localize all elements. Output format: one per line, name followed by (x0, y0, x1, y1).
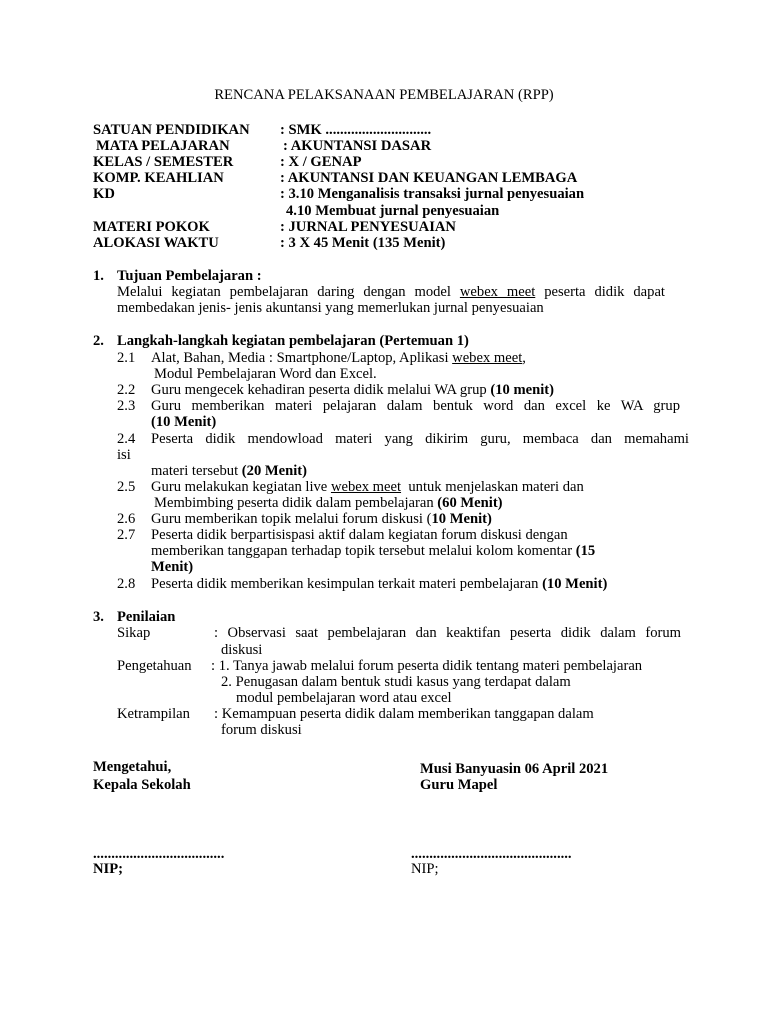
ketrampilan-value-2: forum diskusi (221, 722, 302, 738)
step-2-7-number: 2.7 (117, 527, 136, 543)
webex-meet-link[interactable]: webex meet (330, 479, 402, 495)
signature-right-nip: NIP; (411, 861, 439, 877)
mapel-value: : AKUNTANSI DASAR (283, 138, 432, 154)
pengetahuan-label: Pengetahuan (117, 658, 192, 674)
ketrampilan-label: Ketrampilan (117, 706, 190, 722)
step-2-3-text: Guru memberikan materi pelajaran dalam bentuk word dan excel ke WA grup (151, 398, 680, 414)
alokasi-value: : 3 X 45 Menit (135 Menit) (280, 235, 446, 251)
ketrampilan-value: : Kemampuan peserta didik dalam memberikan tanggapan dalam (214, 706, 594, 722)
section1-line1-b: peserta didik dapat (544, 284, 665, 300)
step-2-1-number: 2.1 (117, 350, 136, 366)
step-2-8-text: Peserta didik memberikan kesimpulan terkait materi pembelajaran (10 Menit) (151, 576, 608, 592)
step-2-4-number: 2.4 (117, 431, 136, 447)
alokasi-label: ALOKASI WAKTU (93, 235, 219, 251)
signature-left-line1: Mengetahui, (93, 759, 172, 775)
section1-line1 (117, 284, 665, 300)
materi-label: MATERI POKOK (93, 219, 210, 235)
step-2-8-number: 2.8 (117, 576, 136, 592)
signature-left-line2: Kepala Sekolah (93, 777, 191, 793)
step-2-4-text: Peserta didik mendowload materi yang dikirim guru, membaca dan memahami (151, 431, 689, 447)
kelas-value: : X / GENAP (280, 154, 362, 170)
step-2-3-number: 2.3 (117, 398, 136, 414)
webex-meet-link[interactable]: webex meet (459, 284, 536, 300)
section2-heading: Langkah-langkah kegiatan pembelajaran (Pertemuan 1) (117, 333, 469, 349)
pengetahuan-value-3: modul pembelajaran word atau excel (236, 690, 452, 706)
step-2-7-text: Peserta didik berpartisispasi aktif dalam kegiatan forum diskusi dengan (151, 527, 568, 543)
kd-label: KD (93, 186, 115, 202)
section1-number: 1. (93, 268, 104, 284)
kelas-label: KELAS / SEMESTER (93, 154, 234, 170)
section1-line2: membedakan jenis- jenis akuntansi yang memerlukan jurnal penyesuaian (117, 300, 544, 316)
step-2-7-time: Menit) (151, 559, 194, 575)
section3-number: 3. (93, 609, 104, 625)
signature-left-nip: NIP; (93, 861, 123, 877)
step-2-7-line2: memberikan tanggapan terhadap topik tersebut melalui kolom komentar (15 (151, 543, 596, 559)
sikap-value-2: diskusi (221, 642, 263, 658)
komp-value: : AKUNTANSI DAN KEUANGAN LEMBAGA (280, 170, 578, 186)
signature-right-dots: ............................................ (411, 846, 572, 862)
pengetahuan-value-2: 2. Penugasan dalam bentuk studi kasus yang terdapat dalam (221, 674, 571, 690)
kd-value-2: 4.10 Membuat jurnal penyesuaian (286, 203, 500, 219)
step-2-5-number: 2.5 (117, 479, 136, 495)
sikap-label: Sikap (117, 625, 151, 641)
step-2-6-text: Guru memberikan topik melalui forum diskusi (10 Menit) (151, 511, 492, 527)
section2-number: 2. (93, 333, 104, 349)
step-2-6-number: 2.6 (117, 511, 136, 527)
pengetahuan-value: : 1. Tanya jawab melalui forum peserta didik tentang materi pembelajaran (211, 658, 643, 674)
komp-label: KOMP. KEAHLIAN (93, 170, 224, 186)
document-title: RENCANA PELAKSANAAN PEMBELAJARAN (RPP) (214, 87, 554, 103)
step-2-1-text: Alat, Bahan, Media : Smartphone/Laptop, Aplikasi webex meet, (151, 350, 526, 366)
satuan-value: : SMK ............................. (280, 122, 432, 138)
signature-right-line1: Musi Banyuasin 06 April 2021 (420, 761, 609, 777)
section1-line1-a: Melalui kegiatan pembelajaran daring dengan model (117, 284, 451, 300)
step-2-5-text: Guru melakukan kegiatan live webex meet untuk menjelaskan materi dan (151, 479, 584, 495)
mapel-label: MATA PELAJARAN (96, 138, 230, 154)
webex-meet-link[interactable]: webex meet (452, 350, 523, 366)
step-2-5-line2: Membimbing peserta didik dalam pembelajaran (60 Menit) (154, 495, 503, 511)
kd-value-1: : 3.10 Menganalisis transaksi jurnal penyesuaian (280, 186, 585, 202)
step-2-3-time: (10 Menit) (151, 414, 217, 430)
step-2-2-number: 2.2 (117, 382, 136, 398)
step-2-4-wrap: isi (117, 447, 131, 463)
step-2-1-line2: Modul Pembelajaran Word dan Excel. (154, 366, 377, 382)
step-2-2-text: Guru mengecek kehadiran peserta didik melalui WA grup (10 menit) (151, 382, 554, 398)
sikap-value: : Observasi saat pembelajaran dan keaktifan peserta didik dalam forum (214, 625, 681, 641)
section3-heading: Penilaian (117, 609, 176, 625)
section1-heading: Tujuan Pembelajaran : (117, 268, 262, 284)
satuan-label: SATUAN PENDIDIKAN (93, 122, 250, 138)
signature-left-dots: .................................... (93, 846, 225, 862)
signature-right-line2: Guru Mapel (420, 777, 498, 793)
step-2-4-line2: materi tersebut (20 Menit) (151, 463, 308, 479)
materi-value: : JURNAL PENYESUAIAN (280, 219, 456, 235)
